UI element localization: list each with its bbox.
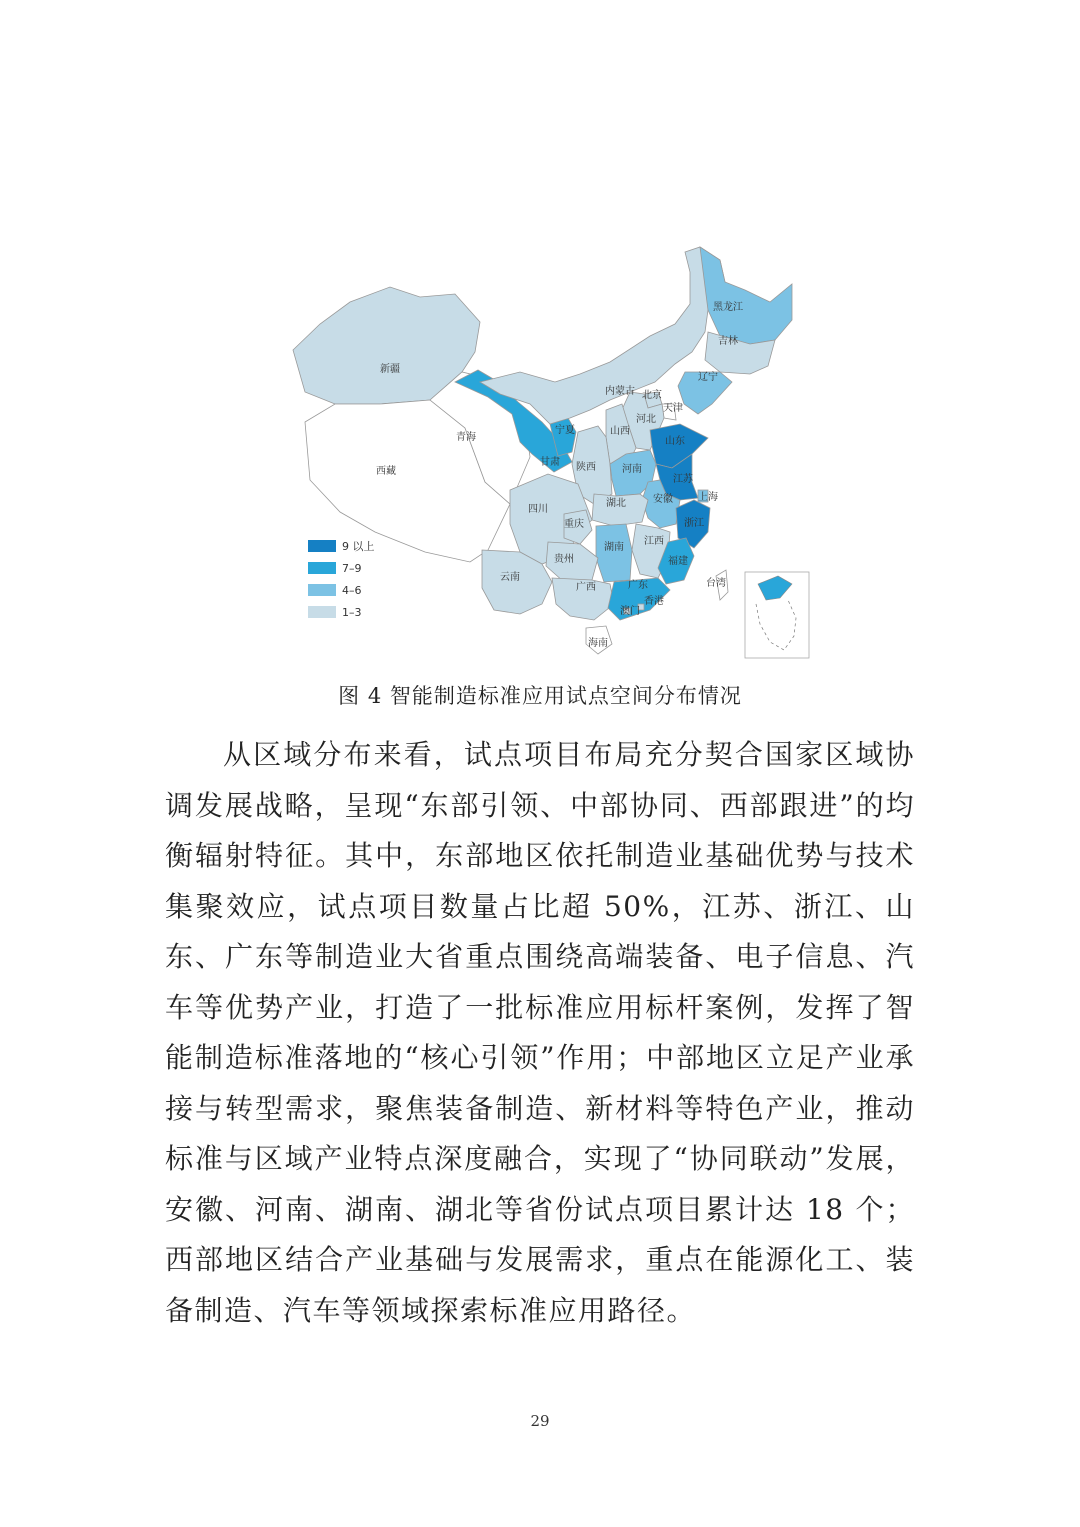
legend-swatch [308,584,336,596]
legend-label: 7–9 [342,562,362,575]
province-region [700,247,792,344]
legend-label: 9 以上 [342,540,375,553]
province-label: 广东 [628,580,648,591]
province-label: 青海 [456,432,476,443]
figure-caption: 图 4 智能制造标准应用试点空间分布情况 [338,684,742,708]
province-label: 云南 [500,572,520,583]
province-label: 上海 [698,492,718,503]
province-label: 甘肃 [540,457,560,468]
province-label: 黑龙江 [713,302,743,313]
province-label: 香港 [644,596,664,607]
province-label: 澳门 [620,606,640,617]
province-label: 重庆 [564,519,584,530]
province-label: 台湾 [706,578,726,589]
china-map [280,232,820,672]
province-label: 江西 [644,536,664,547]
page-number: 29 [530,1412,550,1430]
province-label: 宁夏 [555,425,575,436]
body-text [165,730,915,1336]
province-label: 辽宁 [698,372,718,383]
legend-label: 4–6 [342,584,362,597]
distribution-map-figure [280,232,820,672]
province-label: 西藏 [376,466,396,477]
province-label: 海南 [588,638,608,649]
legend-swatch [308,606,336,618]
province-label: 吉林 [718,336,738,347]
province-label: 内蒙古 [605,386,635,397]
province-label: 四川 [528,504,548,515]
province-label: 河北 [636,414,656,425]
province-region [596,524,632,582]
province-label: 山西 [610,426,630,437]
province-label: 贵州 [554,554,574,565]
province-label: 广西 [576,582,596,593]
province-label: 北京 [642,390,662,401]
legend-swatch [308,562,336,574]
province-label: 新疆 [380,364,400,375]
province-label: 天津 [663,403,683,414]
province-label: 浙江 [684,518,704,529]
province-label: 河南 [622,464,642,475]
province-label: 湖北 [606,498,626,509]
body-paragraph: 从区域分布来看，试点项目布局充分契合国家区域协调发展战略，呈现“东部引领、中部协同、西部跟进”的均衡辐射特征。其中，东部地区依托制造业基础优势与技术集聚效应，试点项目数量占比超 50%，江苏、浙江、山东、广东等制造业大省重点围绕高端装备、电子信息、汽车等优势产业，打造了一批标准应用标杆案例，发挥了智能制造标准落地的“核心引领”作用；中部地区立足产业承接与转型需求，聚焦装备制造、新材料等特色产业，推动标准与区域产业特点深度融合，实现了“协同联动”发展，安徽、河南、湖南、湖北等省份试点项目累计达 18 个；西部地区结合产业基础与发展需求，重点在能源化工、装备制造、汽车等领域探索标准应用路径。 [165,738,915,1327]
province-label: 山东 [665,436,685,447]
legend-label: 1–3 [342,606,362,619]
legend-swatch [308,540,336,552]
province-label: 福建 [668,556,688,567]
province-label: 安徽 [653,494,673,505]
province-label: 江苏 [673,474,693,485]
province-label: 湖南 [604,542,624,553]
province-label: 陕西 [576,462,596,473]
